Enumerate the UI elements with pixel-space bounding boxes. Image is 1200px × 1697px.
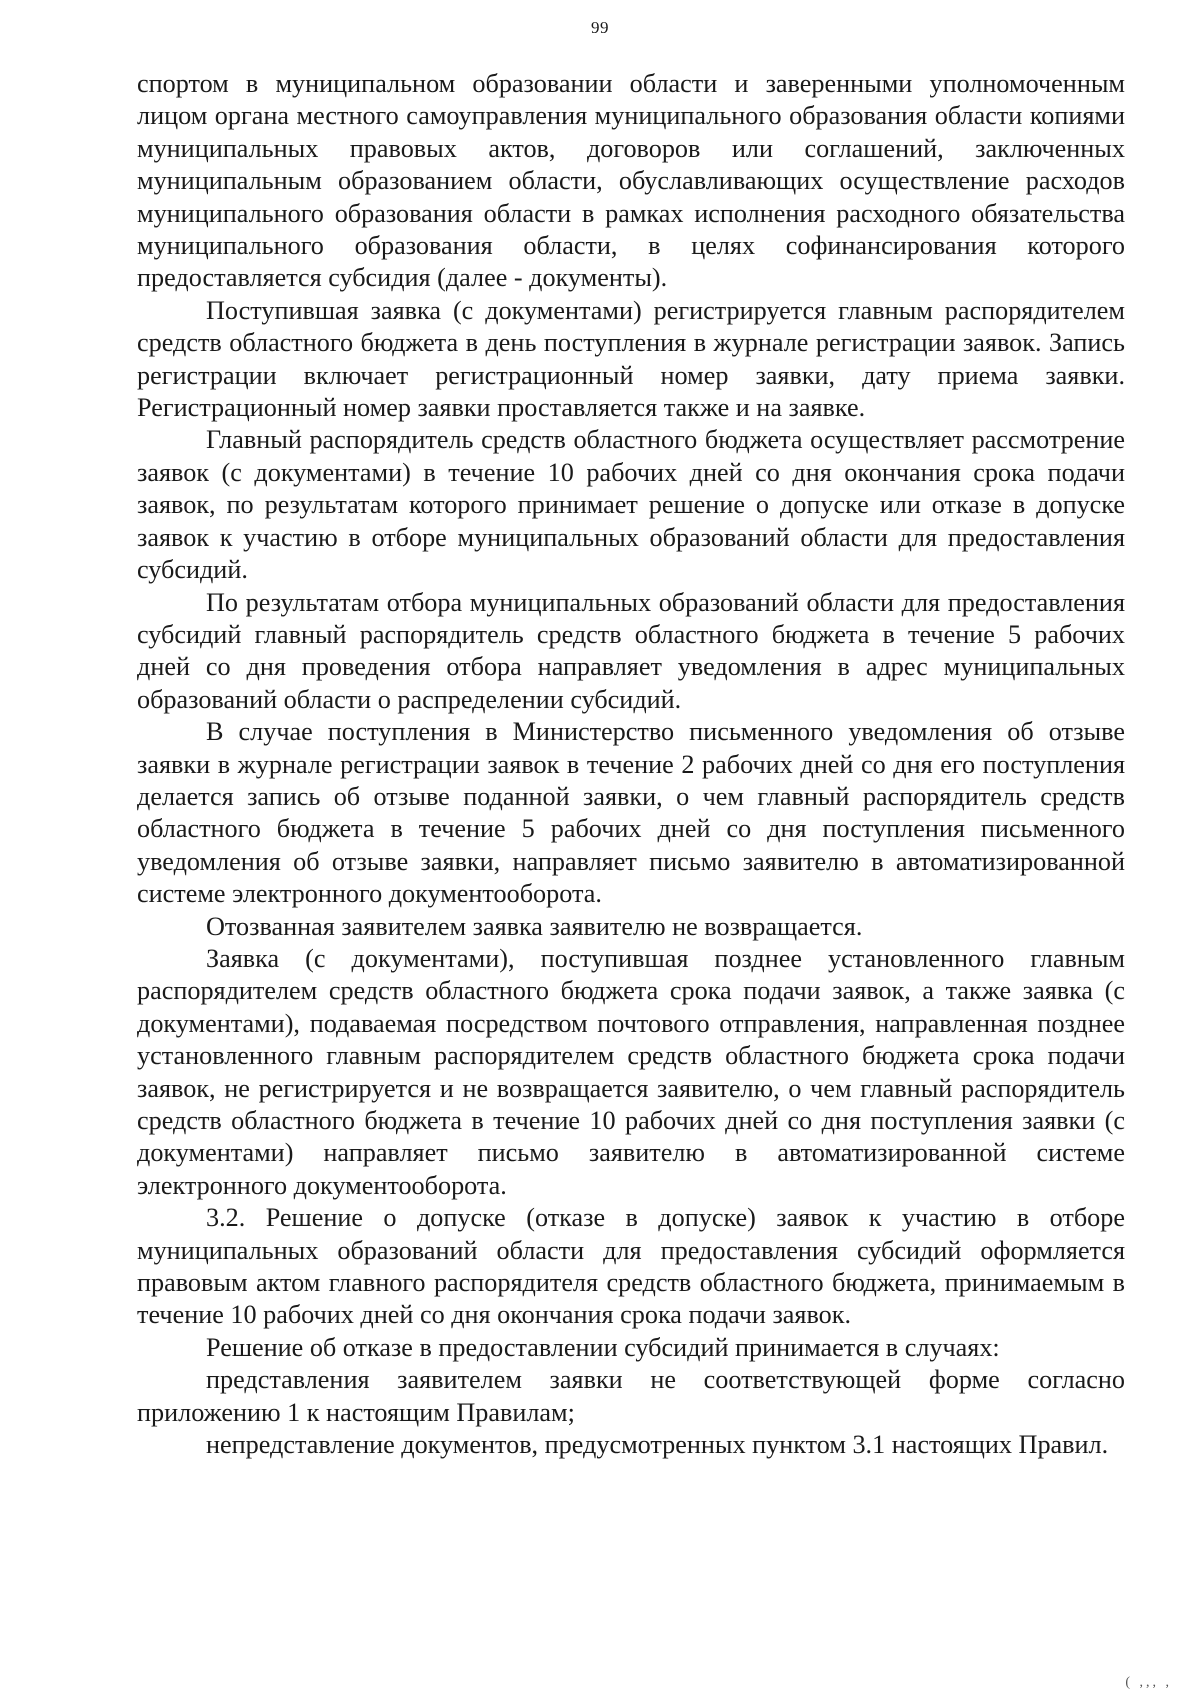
paragraph-refusal-cases: Решение об отказе в предоставлении субсидий принимается в случаях:	[206, 1332, 1000, 1362]
paragraph-withdrawn-not-returned: Отозванная заявителем заявка заявителю не возвращается.	[206, 911, 863, 941]
paragraph-late-application: Заявка (с документами), поступившая позднее установленного главным распорядителем средств областного бюджета срока подачи заявок, а также заявка (с документами), подаваемая посредством почтового отправления, направленная позднее установленного главным распорядителем средств областного бюджета срока подачи заявок, не регистрируется и не возвращается заявителю, о чем главный распорядитель средств областного бюджета в течение 10 рабочих дней со дня поступления заявки (с документами) направляет письмо заявителю в автоматизированной системе электронного документооборота.	[137, 943, 1125, 1200]
page-number: 99	[591, 18, 609, 37]
list-item-missing-documents: непредставление документов, предусмотренных пунктом 3.1 настоящих Правил.	[206, 1430, 1109, 1460]
paragraph-registration: Поступившая заявка (с документами) регистрируется главным распорядителем средств областного бюджета в день поступления в журнале регистрации заявок. Запись регистрации включает регистрационный номер заявки, дату приема заявки. Регистрационный номер заявки проставляется также и на заявке.	[137, 295, 1125, 423]
scan-artifact-mark: ( ,,, ,	[1125, 1675, 1172, 1690]
paragraph-withdrawal: В случае поступления в Министерство письменного уведомления об отзыве заявки в журнале регистрации заявок в течение 2 рабочих дней со дня его поступления делается запись об отзыве поданной заявки, о чем главный распорядитель средств областного бюджета в течение 5 рабочих дней со дня поступления письменного уведомления об отзыве заявки, направляет письмо заявителю в автоматизированной системе электронного документооборота.	[137, 717, 1125, 909]
document-body	[137, 68, 1125, 1461]
list-item-form-mismatch: представления заявителем заявки не соответствующей форме согласно приложению 1 к настоящим Правилам;	[137, 1365, 1125, 1427]
paragraph-continuation: спортом в муниципальном образовании области и заверенными уполномоченным лицом органа местного самоуправления муниципального образования области копиями муниципальных правовых актов, договоров или соглашений, заключенных муниципальным образованием области, обуславливающих осуществление расходов муниципального образования области в рамках исполнения расходного обязательства муниципального образования области, в целях софинансирования которого предоставляется субсидия (далее - документы).	[137, 69, 1125, 293]
paragraph-review: Главный распорядитель средств областного бюджета осуществляет рассмотрение заявок (с документами) в течение 10 рабочих дней со дня окончания срока подачи заявок, по результатам которого принимает решение о допуске или отказе в допуске заявок к участию в отборе муниципальных образований области для предоставления субсидий.	[137, 425, 1125, 585]
paragraph-section-3-2: 3.2. Решение о допуске (отказе в допуске) заявок к участию в отборе муниципальных образований области для предоставления субсидий оформляется правовым актом главного распорядителя средств областного бюджета, принимаемым в течение 10 рабочих дней со дня окончания срока подачи заявок.	[137, 1203, 1125, 1330]
paragraph-selection-results: По результатам отбора муниципальных образований области для предоставления субсидий главный распорядитель средств областного бюджета в течение 5 рабочих дней со дня проведения отбора направляет уведомления в адрес муниципальных образований области о распределении субсидий.	[137, 587, 1125, 714]
